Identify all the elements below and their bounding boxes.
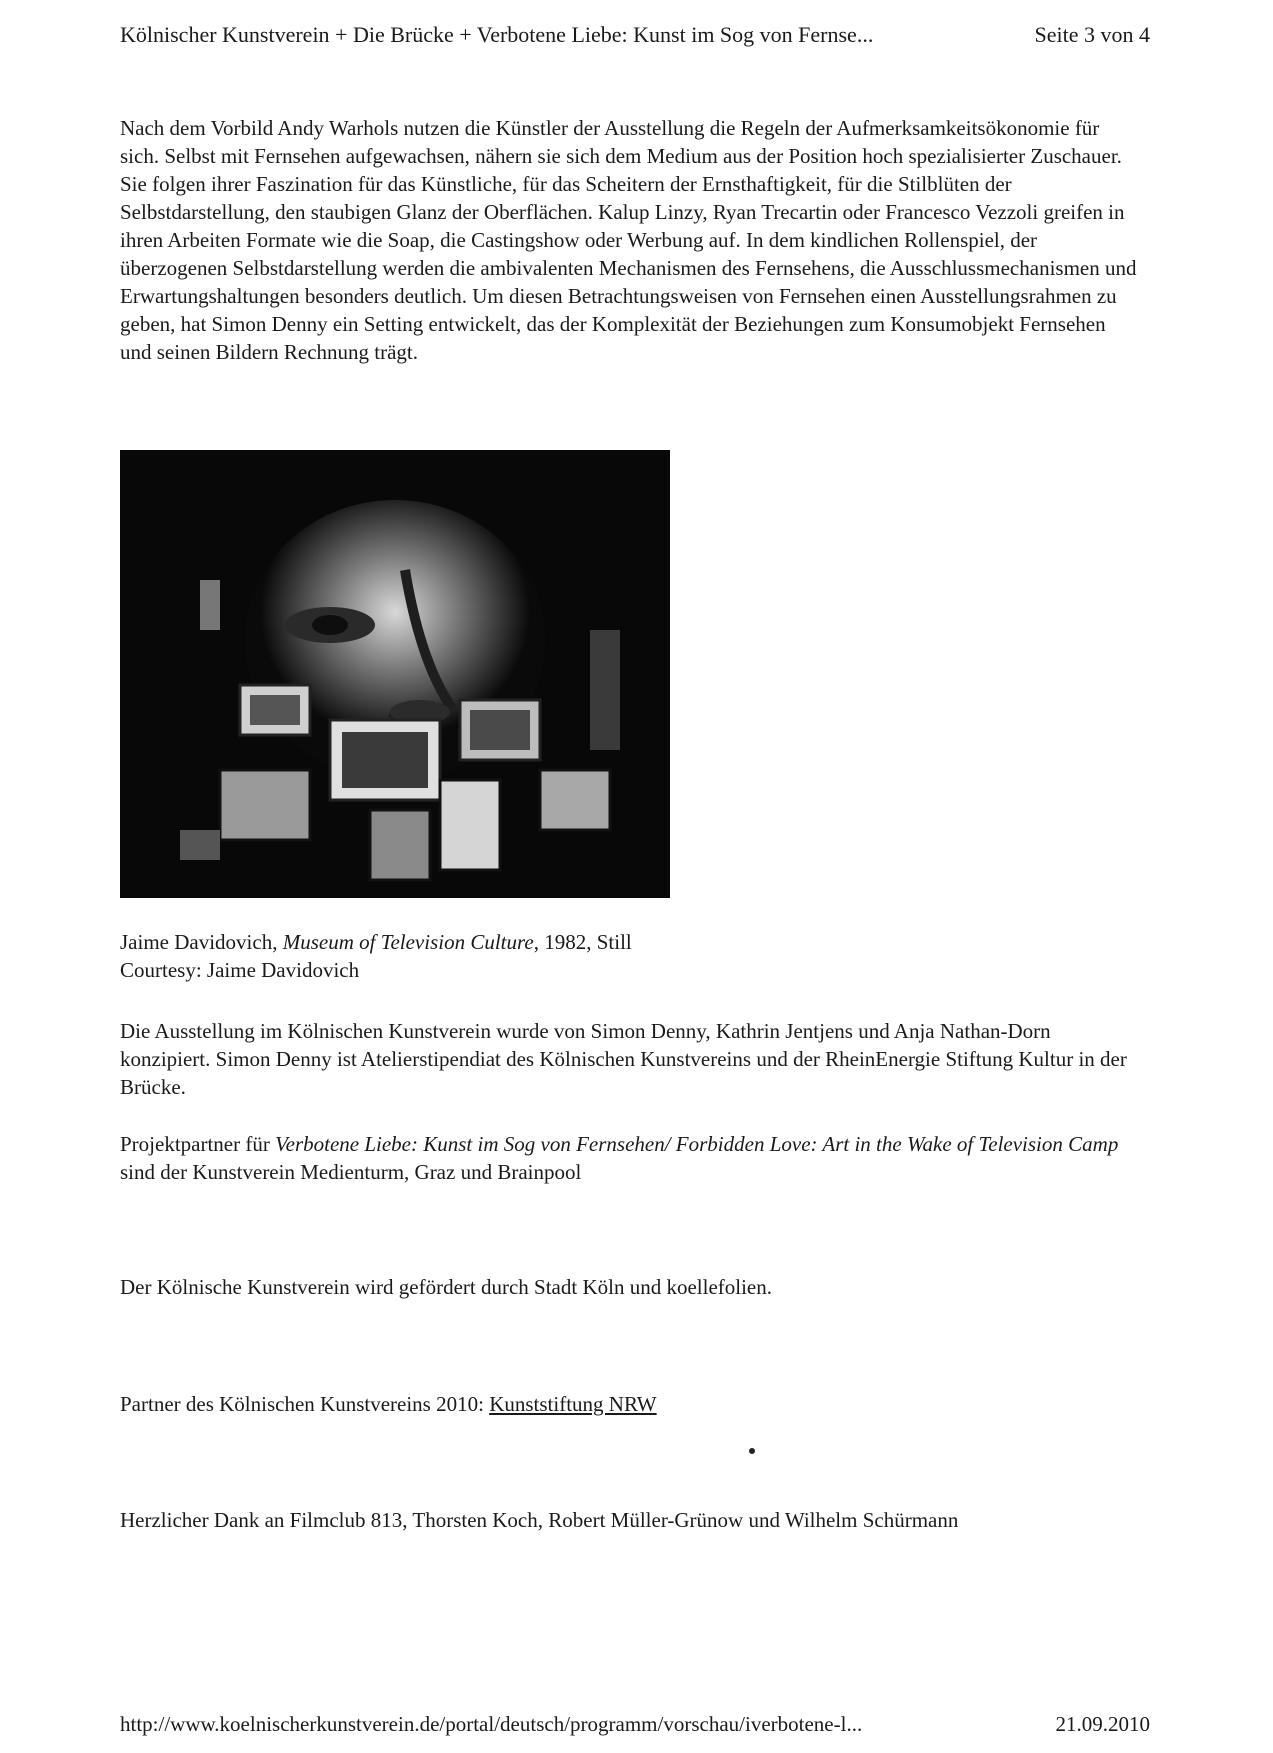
- artwork-photo: [120, 450, 670, 898]
- footer-date: 21.09.2010: [1055, 1712, 1150, 1736]
- partners-exhibition-title: Verbotene Liebe: Kunst im Sog von Fernsehen/ Forbidden Love: Art in the Wake of Television Camp: [275, 1132, 1119, 1156]
- funding-paragraph: Der Kölnische Kunstverein wird gefördert durch Stadt Köln und koellefolien.: [120, 1275, 772, 1299]
- partner-2010-paragraph: [120, 1390, 1140, 1418]
- intro-paragraph: Nach dem Vorbild Andy Warhols nutzen die Künstler der Ausstellung die Regeln der Aufmerksamkeitsökonomie für sich. Selbst mit Fernsehen aufgewachsen, nähern sie sich dem Medium aus der Position hoch spezialisierter Zuschauer. Sie folgen ihrer Faszination für das Künstliche, für das Scheitern der Ernsthaftigkeit, für die Stilblüten der Selbstdarstellung, den staubigen Glanz der Oberflächen. Kalup Linzy, Ryan Trecartin oder Francesco Vezzoli greifen in ihren Arbeiten Formate wie die Soap, die Castingshow oder Werbung auf. In dem kindlichen Rollenspiel, der überzogenen Selbstdarstellung werden die ambivalenten Mechanismen des Fernsehens, die Ausschlussmechanismen und Erwartungshaltungen besonders deutlich. Um diesen Betrachtungsweisen von Fernsehen einen Ausstellungsrahmen zu geben, hat Simon Denny ein Setting entwickelt, das der Komplexität der Beziehungen zum Konsumobjekt Fernsehen und seinen Bildern Rechnung trägt.: [120, 116, 1137, 364]
- caption-courtesy: Courtesy: Jaime Davidovich: [120, 958, 360, 982]
- curators-paragraph: Die Ausstellung im Kölnischen Kunstverein wurde von Simon Denny, Kathrin Jentjens und Anja Nathan-Dorn konzipiert. Simon Denny ist Atelierstipendiat des Kölnischen Kunstvereins und der RheinEnergie Stiftung Kultur in der Brücke.: [120, 1019, 1127, 1099]
- caption-work-title: Museum of Television Culture: [282, 930, 534, 954]
- kunststiftung-link[interactable]: Kunststiftung NRW: [489, 1392, 657, 1416]
- partner-2010-prefix: Partner des Kölnischen Kunstvereins 2010:: [120, 1392, 484, 1416]
- image-caption: [120, 928, 1140, 984]
- caption-year: , 1982, Still: [533, 930, 632, 954]
- footer-url: http://www.koelnischerkunstverein.de/portal/deutsch/programm/vorschau/iverbotene-l...: [120, 1712, 863, 1736]
- print-footer: [120, 1712, 1150, 1737]
- caption-artist: Jaime Davidovich,: [120, 930, 278, 954]
- project-partners-paragraph: [120, 1130, 1140, 1186]
- partners-prefix: Projektpartner für: [120, 1132, 270, 1156]
- partners-suffix: sind der Kunstverein Medienturm, Graz und Brainpool: [120, 1160, 582, 1184]
- page-indicator: Seite 3 von 4: [1034, 22, 1150, 47]
- thanks-paragraph: Herzlicher Dank an Filmclub 813, Thorsten Koch, Robert Müller-Grünow und Wilhelm Schürmann: [120, 1508, 959, 1532]
- document-title: Kölnischer Kunstverein + Die Brücke + Verbotene Liebe: Kunst im Sog von Fernse...: [120, 22, 874, 47]
- scan-artifact-dot: [749, 1448, 755, 1454]
- print-header: [120, 22, 1150, 48]
